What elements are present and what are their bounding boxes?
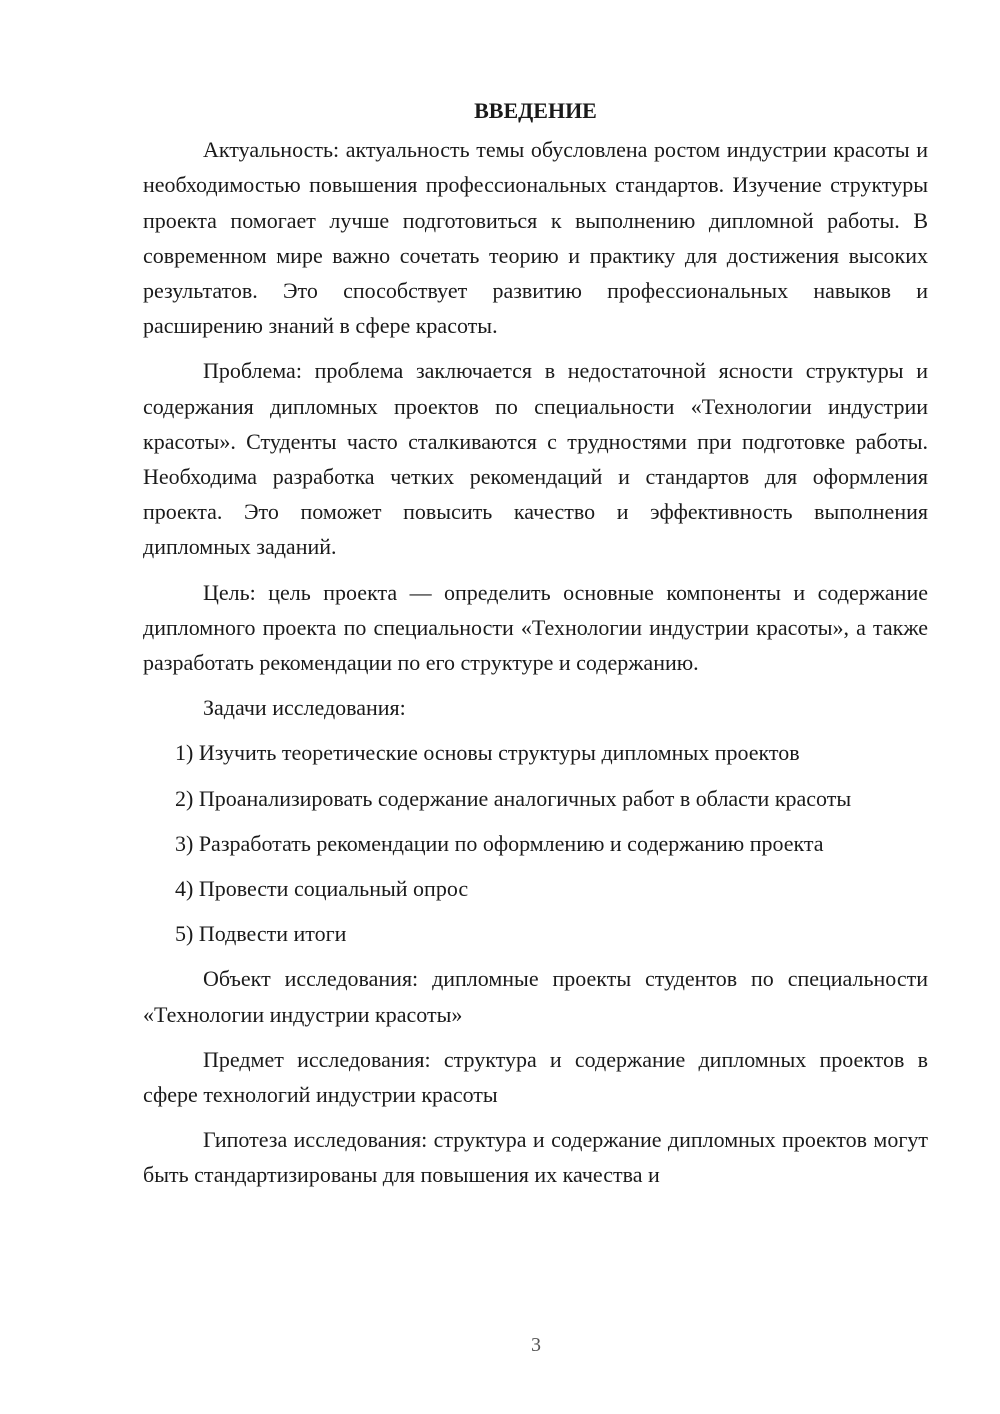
task-item: 5) Подвести итоги	[175, 921, 347, 947]
page-number: 3	[531, 1334, 541, 1356]
paragraph-hypothesis: Гипотеза исследования: структура и содержание дипломных проектов могут быть стандартизированы для повышения их качества и	[143, 1127, 928, 1188]
task-item: 4) Провести социальный опрос	[175, 876, 469, 902]
task-item: 1) Изучить теоретические основы структуры дипломных проектов	[175, 740, 800, 766]
paragraph-object: Объект исследования: дипломные проекты студентов по специальности «Технологии индустрии красоты»	[143, 966, 928, 1027]
section-title: ВВЕДЕНИЕ	[474, 98, 597, 123]
paragraph-problem: Проблема: проблема заключается в недостаточной ясности структуры и содержания дипломных проектов по специальности «Технологии индустрии красоты». Студенты часто сталкиваются с трудностями при подготовке работы. Необходима разработка четких рекомендаций и стандартов для оформления проекта. Это поможет повысить качество и эффективность выполнения дипломных заданий.	[143, 358, 928, 560]
page-content	[143, 93, 928, 1203]
tasks-heading: Задачи исследования:	[203, 695, 406, 721]
paragraph-goal: Цель: цель проекта — определить основные компоненты и содержание дипломного проекта по специальности «Технологии индустрии красоты», а также разработать рекомендации по его структуре и содержанию.	[143, 579, 928, 676]
task-item: 3) Разработать рекомендации по оформлению и содержанию проекта	[175, 830, 824, 856]
paragraph-subject: Предмет исследования: структура и содержание дипломных проектов в сфере технологий индустрии красоты	[143, 1046, 928, 1108]
paragraph-relevance: Актуальность: актуальность темы обусловлена ростом индустрии красоты и необходимостью повышения профессиональных стандартов. Изучение структуры проекта помогает лучше подготовиться к выполнению дипломной работы. В современном мире важно сочетать теорию и практику для достижения высоких результатов. Это способствует развитию профессиональных навыков и расширению знаний в сфере красоты.	[143, 137, 928, 339]
task-item: 2) Проанализировать содержание аналогичных работ в области красоты	[175, 785, 852, 811]
